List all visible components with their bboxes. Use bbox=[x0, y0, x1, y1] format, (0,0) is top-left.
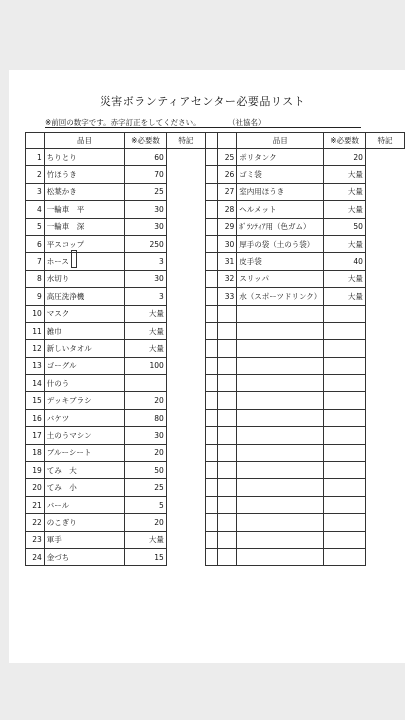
table-row bbox=[26, 218, 405, 235]
item-name-left: 水切り bbox=[44, 270, 124, 287]
item-qty-left: 50 bbox=[125, 462, 167, 479]
row-number-right: 30 bbox=[218, 235, 237, 252]
row-number-left: 11 bbox=[26, 322, 45, 339]
table-row bbox=[26, 201, 405, 218]
column-gap bbox=[205, 340, 218, 357]
item-name-left: デッキブラシ bbox=[44, 392, 124, 409]
item-qty-right bbox=[324, 392, 366, 409]
table-row bbox=[26, 357, 405, 374]
row-number-right: 31 bbox=[218, 253, 237, 270]
item-qty-right: 大量 bbox=[324, 235, 366, 252]
item-qty-left: 大量 bbox=[125, 322, 167, 339]
row-number-right bbox=[218, 514, 237, 531]
row-number-left: 20 bbox=[26, 479, 45, 496]
item-qty-right: 大量 bbox=[324, 166, 366, 183]
row-number-left: 3 bbox=[26, 183, 45, 200]
item-name-right bbox=[237, 548, 324, 565]
column-gap bbox=[205, 514, 218, 531]
header-remark-right: 特記 bbox=[365, 133, 404, 149]
item-qty-left: 大量 bbox=[125, 340, 167, 357]
row-number-right bbox=[218, 531, 237, 548]
item-name-right: ポリタンク bbox=[237, 149, 324, 166]
item-name-left: ゴーグル bbox=[44, 357, 124, 374]
item-name-left: 土のうマシン bbox=[44, 427, 124, 444]
column-gap bbox=[205, 305, 218, 322]
column-gap bbox=[205, 133, 218, 149]
item-name-right: スリッパ bbox=[237, 270, 324, 287]
item-qty-right bbox=[324, 479, 366, 496]
item-qty-left: 20 bbox=[125, 444, 167, 461]
column-gap bbox=[205, 479, 218, 496]
item-name-left: ブルーシート bbox=[44, 444, 124, 461]
item-qty-right bbox=[324, 409, 366, 426]
column-gap bbox=[205, 531, 218, 548]
row-number-right bbox=[218, 427, 237, 444]
item-name-left: 一輪車 深 bbox=[44, 218, 124, 235]
item-name-left: 軍手 bbox=[44, 531, 124, 548]
item-qty-left bbox=[125, 375, 167, 392]
row-number-right bbox=[218, 340, 237, 357]
row-number-left: 10 bbox=[26, 305, 45, 322]
row-number-right bbox=[218, 322, 237, 339]
item-remark-right bbox=[71, 250, 77, 268]
item-name-right: 室内用ほうき bbox=[237, 183, 324, 200]
item-qty-left: 25 bbox=[125, 183, 167, 200]
item-name-right: ゴミ袋 bbox=[237, 166, 324, 183]
header-item-right: 品目 bbox=[237, 133, 324, 149]
item-name-right bbox=[237, 462, 324, 479]
row-number-left: 24 bbox=[26, 548, 45, 565]
item-qty-left: 250 bbox=[125, 235, 167, 252]
item-name-right bbox=[237, 340, 324, 357]
item-qty-right bbox=[324, 531, 366, 548]
item-name-right bbox=[237, 514, 324, 531]
item-qty-left: 15 bbox=[125, 548, 167, 565]
row-number-left: 4 bbox=[26, 201, 45, 218]
item-qty-right: 40 bbox=[324, 253, 366, 270]
table-row bbox=[26, 270, 405, 287]
row-number-left: 12 bbox=[26, 340, 45, 357]
item-name-right: 皮手袋 bbox=[237, 253, 324, 270]
item-qty-right bbox=[324, 427, 366, 444]
row-number-right bbox=[218, 375, 237, 392]
row-number-left: 7 bbox=[26, 253, 45, 270]
column-gap bbox=[205, 270, 218, 287]
row-number-left: 23 bbox=[26, 531, 45, 548]
item-qty-left: 80 bbox=[125, 409, 167, 426]
column-gap bbox=[205, 444, 218, 461]
table-row bbox=[26, 548, 405, 565]
column-gap bbox=[205, 462, 218, 479]
item-name-left: てみ 大 bbox=[44, 462, 124, 479]
table-row bbox=[26, 340, 405, 357]
table-row bbox=[26, 253, 405, 270]
document-title: 災害ボランティアセンター必要品リスト bbox=[99, 95, 306, 108]
header-remark-left: 特記 bbox=[166, 133, 205, 149]
column-gap bbox=[205, 548, 218, 565]
item-name-left: 什のう bbox=[44, 375, 124, 392]
row-number-right: 33 bbox=[218, 288, 237, 305]
table-row bbox=[26, 183, 405, 200]
row-number-left: 14 bbox=[26, 375, 45, 392]
item-name-right: 水（スポーツドリンク） bbox=[237, 288, 324, 305]
item-name-left: 平スコップ bbox=[44, 235, 124, 252]
table-row bbox=[26, 166, 405, 183]
row-number-right bbox=[218, 548, 237, 565]
item-name-right bbox=[237, 322, 324, 339]
item-name-right bbox=[237, 444, 324, 461]
organization-label: （社協名） bbox=[228, 118, 266, 127]
item-qty-left: 5 bbox=[125, 496, 167, 513]
table-row bbox=[26, 444, 405, 461]
item-name-right bbox=[237, 375, 324, 392]
item-name-right bbox=[237, 496, 324, 513]
row-number-left: 19 bbox=[26, 462, 45, 479]
table-row bbox=[26, 288, 405, 305]
table-row bbox=[26, 531, 405, 548]
item-qty-right: 大量 bbox=[324, 270, 366, 287]
item-name-right bbox=[237, 427, 324, 444]
supplies-table bbox=[25, 132, 405, 566]
row-number-left: 6 bbox=[26, 235, 45, 252]
item-qty-right bbox=[324, 375, 366, 392]
table-header-row bbox=[26, 133, 405, 149]
row-number-left: 16 bbox=[26, 409, 45, 426]
column-gap bbox=[205, 496, 218, 513]
item-qty-right: 大量 bbox=[324, 288, 366, 305]
column-gap bbox=[205, 427, 218, 444]
row-number-left: 21 bbox=[26, 496, 45, 513]
item-name-left: 金づち bbox=[44, 548, 124, 565]
row-number-right: 32 bbox=[218, 270, 237, 287]
item-name-left: マスク bbox=[44, 305, 124, 322]
item-qty-left: 30 bbox=[125, 270, 167, 287]
row-number-left: 15 bbox=[26, 392, 45, 409]
item-name-left: バール bbox=[44, 496, 124, 513]
row-number-left: 8 bbox=[26, 270, 45, 287]
item-qty-left: 大量 bbox=[125, 305, 167, 322]
row-number-left: 13 bbox=[26, 357, 45, 374]
item-qty-left: 30 bbox=[125, 218, 167, 235]
item-name-left: 高圧洗浄機 bbox=[44, 288, 124, 305]
table-row bbox=[26, 305, 405, 322]
header-item-left: 品目 bbox=[44, 133, 124, 149]
row-number-right: 25 bbox=[218, 149, 237, 166]
item-name-right bbox=[237, 392, 324, 409]
item-name-right bbox=[237, 305, 324, 322]
column-gap bbox=[205, 218, 218, 235]
item-qty-left: 3 bbox=[125, 253, 167, 270]
instruction-note: ※前回の数字です。赤字訂正をしてください。 bbox=[45, 118, 201, 127]
table-row bbox=[26, 479, 405, 496]
row-number-right bbox=[218, 462, 237, 479]
item-qty-right: 20 bbox=[324, 149, 366, 166]
item-name-right bbox=[237, 479, 324, 496]
row-number-right bbox=[218, 357, 237, 374]
item-name-left: バケツ bbox=[44, 409, 124, 426]
column-gap bbox=[205, 409, 218, 426]
item-qty-left: 20 bbox=[125, 514, 167, 531]
item-qty-right bbox=[324, 496, 366, 513]
item-name-left: のこぎり bbox=[44, 514, 124, 531]
item-name-right: ヘルメット bbox=[237, 201, 324, 218]
row-number-right bbox=[218, 479, 237, 496]
column-gap bbox=[205, 201, 218, 218]
item-name-left: てみ 小 bbox=[44, 479, 124, 496]
column-gap bbox=[205, 288, 218, 305]
header-no-left bbox=[26, 133, 45, 149]
row-number-right bbox=[218, 392, 237, 409]
item-qty-left: 30 bbox=[125, 201, 167, 218]
row-number-left: 2 bbox=[26, 166, 45, 183]
row-number-right: 28 bbox=[218, 201, 237, 218]
row-number-right bbox=[218, 496, 237, 513]
underline-divider bbox=[45, 127, 361, 128]
row-number-left: 1 bbox=[26, 149, 45, 166]
column-gap bbox=[205, 149, 218, 166]
item-qty-left: 100 bbox=[125, 357, 167, 374]
table-row bbox=[26, 409, 405, 426]
item-qty-left: 20 bbox=[125, 392, 167, 409]
row-number-left: 9 bbox=[26, 288, 45, 305]
row-number-right bbox=[218, 444, 237, 461]
row-number-right bbox=[218, 409, 237, 426]
item-qty-right bbox=[324, 322, 366, 339]
row-number-right bbox=[218, 305, 237, 322]
item-qty-left: 60 bbox=[125, 149, 167, 166]
row-number-right: 29 bbox=[218, 218, 237, 235]
table-row bbox=[26, 149, 405, 166]
table-row bbox=[26, 462, 405, 479]
item-qty-right bbox=[324, 305, 366, 322]
item-qty-right: 大量 bbox=[324, 201, 366, 218]
item-name-left: ホース bbox=[44, 253, 124, 270]
item-qty-right bbox=[324, 548, 366, 565]
item-name-right: ﾎﾞﾗﾝﾃｨｱ用（色ガム） bbox=[237, 218, 324, 235]
column-gap bbox=[205, 322, 218, 339]
table-row bbox=[26, 235, 405, 252]
table-row bbox=[26, 514, 405, 531]
column-gap bbox=[205, 253, 218, 270]
header-qty-left: ※必要数 bbox=[125, 133, 167, 149]
item-qty-left: 大量 bbox=[125, 531, 167, 548]
item-name-left: 竹ほうき bbox=[44, 166, 124, 183]
item-qty-right: 大量 bbox=[324, 183, 366, 200]
table-row bbox=[26, 392, 405, 409]
item-name-left: ちりとり bbox=[44, 149, 124, 166]
item-name-left: 松葉かき bbox=[44, 183, 124, 200]
row-number-left: 22 bbox=[26, 514, 45, 531]
row-number-left: 17 bbox=[26, 427, 45, 444]
item-qty-left: 25 bbox=[125, 479, 167, 496]
item-name-right bbox=[237, 531, 324, 548]
item-qty-right bbox=[324, 340, 366, 357]
column-gap bbox=[205, 235, 218, 252]
item-name-left: 新しいタオル bbox=[44, 340, 124, 357]
item-name-left: 雑巾 bbox=[44, 322, 124, 339]
column-gap bbox=[205, 357, 218, 374]
table-row bbox=[26, 427, 405, 444]
item-qty-right bbox=[324, 357, 366, 374]
item-qty-right: 50 bbox=[324, 218, 366, 235]
column-gap bbox=[205, 183, 218, 200]
header-no-right bbox=[218, 133, 237, 149]
row-number-left: 5 bbox=[26, 218, 45, 235]
header-qty-right: ※必要数 bbox=[324, 133, 366, 149]
item-qty-left: 3 bbox=[125, 288, 167, 305]
row-number-left: 18 bbox=[26, 444, 45, 461]
row-number-right: 27 bbox=[218, 183, 237, 200]
column-gap bbox=[205, 375, 218, 392]
item-name-left: 一輪車 平 bbox=[44, 201, 124, 218]
item-name-right bbox=[237, 357, 324, 374]
item-qty-right bbox=[324, 444, 366, 461]
table-row bbox=[26, 322, 405, 339]
item-qty-right bbox=[324, 462, 366, 479]
row-number-right: 26 bbox=[218, 166, 237, 183]
item-qty-left: 70 bbox=[125, 166, 167, 183]
item-name-right bbox=[237, 409, 324, 426]
item-qty-right bbox=[324, 514, 366, 531]
item-qty-left: 30 bbox=[125, 427, 167, 444]
column-gap bbox=[205, 166, 218, 183]
item-name-right: 厚手の袋（土のう袋） bbox=[237, 235, 324, 252]
table-row bbox=[26, 496, 405, 513]
column-gap bbox=[205, 392, 218, 409]
table-row bbox=[26, 375, 405, 392]
